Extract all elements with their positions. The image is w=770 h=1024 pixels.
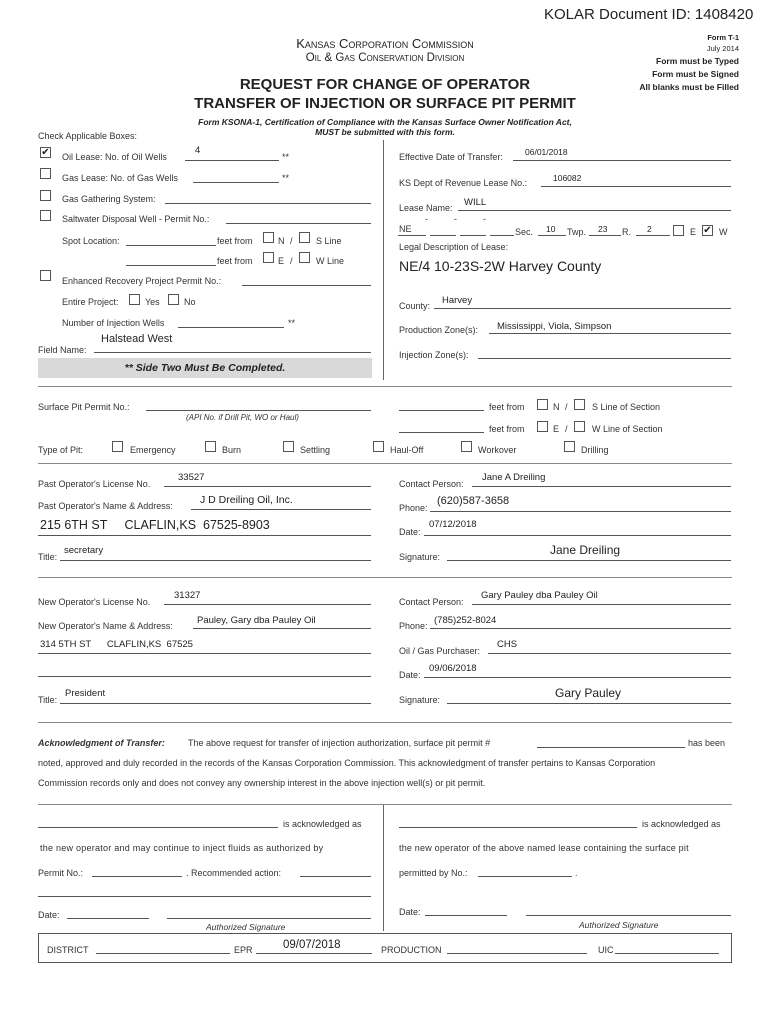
new-contact-label: Contact Person: <box>399 597 464 607</box>
new-contact-line <box>472 604 731 605</box>
entire-yes-checkbox[interactable] <box>129 294 140 305</box>
bottom-recommended-line <box>300 876 371 877</box>
twp-line <box>589 235 621 236</box>
column-divider <box>383 140 384 380</box>
entire-no-label: No <box>184 297 196 307</box>
pit-ns-line <box>399 410 484 411</box>
lease-name-line <box>458 210 731 211</box>
bottom-permit-no-line <box>92 876 182 877</box>
bottom-left-blank-line <box>38 896 371 897</box>
hauloff-label: Haul-Off <box>390 445 424 455</box>
new-date-label: Date: <box>399 670 421 680</box>
drilling-label: Drilling <box>581 445 609 455</box>
api-note: (API No. if Drill Pit, WO or Haul) <box>186 413 299 422</box>
range-e-checkbox[interactable] <box>673 225 684 236</box>
bottom-left-auth-sig: Authorized Signature <box>206 922 286 932</box>
new-date-line <box>424 677 731 678</box>
section-separator-4 <box>38 722 732 723</box>
footer-epr-value: 09/07/2018 <box>283 939 341 951</box>
section-separator-2 <box>38 463 732 464</box>
entire-project-label: Entire Project: <box>62 297 119 307</box>
form-subtitle-line2: MUST be submitted with this form. <box>315 127 455 137</box>
pit-feet-from-2: feet from <box>489 424 525 434</box>
form-subtitle-line1: Form KSONA-1, Certification of Compliance with the Kansas Surface Owner Notification Act, <box>198 117 572 127</box>
legal-dash-3: - <box>483 214 486 224</box>
ks-dept-value: 106082 <box>553 173 582 183</box>
production-zone-label: Production Zone(s): <box>399 325 479 335</box>
past-signature-line <box>447 560 731 561</box>
ack-text-2: noted, approved and duly recorded in the records of the Kansas Corporation Commission. This acknowledgment of transfer pertains to Kansas Corporation <box>38 758 656 768</box>
emergency-label: Emergency <box>130 445 176 455</box>
bottom-left-text: the new operator and may continue to inject fluids as authorized by <box>40 843 324 853</box>
new-date-value: 09/06/2018 <box>429 663 477 674</box>
past-address-value: 215 6TH ST CLAFLIN,KS 67525-8903 <box>40 518 270 532</box>
county-value: Harvey <box>442 295 473 306</box>
injection-zone-line <box>478 358 731 359</box>
enhanced-line <box>242 285 371 286</box>
past-signature-value: Jane Dreiling <box>550 543 621 557</box>
bottom-left-ack-line <box>38 827 278 828</box>
bottom-right-date-line <box>425 915 507 916</box>
swd-label: Saltwater Disposal Well - Permit No.: <box>62 214 210 224</box>
enhanced-label: Enhanced Recovery Project Permit No.: <box>62 276 222 286</box>
footer-production-line <box>447 953 587 954</box>
new-name-label: New Operator's Name & Address: <box>38 621 173 631</box>
type-of-pit-label: Type of Pit: <box>38 445 84 455</box>
enhanced-checkbox[interactable] <box>40 270 51 281</box>
emergency-checkbox[interactable] <box>112 441 123 452</box>
num-injection-label: Number of Injection Wells <box>62 318 165 328</box>
pit-w-line-label: W Line of Section <box>592 424 663 434</box>
check-boxes-label: Check Applicable Boxes: <box>38 131 138 141</box>
legal-q1-line <box>398 235 426 236</box>
production-zone-value: Mississippi, Viola, Simpson <box>497 321 612 332</box>
past-date-value: 07/12/2018 <box>429 519 477 530</box>
spot-location-label: Spot Location: <box>62 236 120 246</box>
form-note-blanks: All blanks must be Filled <box>639 82 739 92</box>
legal-desc-label: Legal Description of Lease: <box>399 242 509 252</box>
past-contact-label: Contact Person: <box>399 479 464 489</box>
pit-n-checkbox[interactable] <box>537 399 548 410</box>
pit-n-label: N <box>553 402 560 412</box>
legal-q2-line <box>430 235 456 236</box>
form-number: Form T-1 <box>707 33 739 42</box>
bottom-permitted-period: . <box>575 868 578 878</box>
num-injection-line <box>178 327 284 328</box>
footer-production-label: PRODUCTION <box>381 945 442 955</box>
spot-w-checkbox[interactable] <box>299 252 310 263</box>
past-contact-line <box>472 486 731 487</box>
new-license-value: 31327 <box>174 590 201 601</box>
production-zone-line <box>489 333 731 334</box>
form-date: July 2014 <box>706 44 739 53</box>
bottom-right-ack-line <box>399 827 637 828</box>
new-name-value: Pauley, Gary dba Pauley Oil <box>197 615 316 626</box>
agency-name: Kansas Corporation Commission <box>296 36 474 51</box>
section-separator-3 <box>38 577 732 578</box>
field-name-line <box>94 352 371 353</box>
spot-n-checkbox[interactable] <box>263 232 274 243</box>
effective-date-value: 06/01/2018 <box>525 147 568 157</box>
bottom-left-date-line <box>67 918 149 919</box>
oil-lease-label: Oil Lease: No. of Oil Wells <box>62 152 167 162</box>
oil-lease-checkbox[interactable]: ✔ <box>41 147 50 158</box>
legal-q3-line <box>460 235 486 236</box>
field-name-value: Halstead West <box>101 333 173 345</box>
pit-e-checkbox[interactable] <box>537 421 548 432</box>
effective-date-label: Effective Date of Transfer: <box>399 152 503 162</box>
pit-s-line-label: S Line of Section <box>592 402 661 412</box>
spot-slash-2: / <box>290 256 293 266</box>
bottom-right-sig-line <box>526 915 731 916</box>
new-phone-label: Phone: <box>399 621 428 631</box>
lease-name-value: WILL <box>464 197 487 208</box>
new-license-line <box>164 604 371 605</box>
oil-wells-line <box>185 160 279 161</box>
purchaser-line <box>488 653 731 654</box>
pit-slash-1: / <box>565 402 568 412</box>
purchaser-label: Oil / Gas Purchaser: <box>399 646 481 656</box>
ks-dept-label: KS Dept of Revenue Lease No.: <box>399 178 528 188</box>
footer-uic-label: UIC <box>598 945 614 955</box>
ack-text-1: The above request for transfer of injection authorization, surface pit permit # <box>188 738 491 748</box>
range-w-checkbox[interactable]: ✔ <box>703 225 712 236</box>
settling-checkbox[interactable] <box>283 441 294 452</box>
gas-gathering-line <box>165 203 371 204</box>
new-phone-line <box>430 628 731 629</box>
spot-ew-line <box>126 265 216 266</box>
legal-dash-2: - <box>454 214 457 224</box>
workover-label: Workover <box>478 445 517 455</box>
spot-s-checkbox[interactable] <box>299 232 310 243</box>
ack-permit-line <box>537 747 685 748</box>
new-contact-value: Gary Pauley dba Pauley Oil <box>481 590 598 601</box>
range-value: 2 <box>647 224 652 234</box>
new-title-line <box>60 703 371 704</box>
pit-ew-line <box>399 432 484 433</box>
county-label: County: <box>399 301 431 311</box>
sec-value: 10 <box>546 224 556 234</box>
bottom-permit-no-label: Permit No.: <box>38 868 84 878</box>
gas-wells-line <box>193 182 279 183</box>
form-note-signed: Form must be Signed <box>652 69 739 79</box>
oil-wells-value: 4 <box>195 145 201 156</box>
bottom-divider <box>383 805 384 931</box>
new-address-line-1 <box>38 653 371 654</box>
bottom-left-is-ack: is acknowledged as <box>283 819 362 829</box>
past-license-value: 33527 <box>178 472 205 483</box>
side-two-banner: ** Side Two Must Be Completed. <box>38 358 372 378</box>
form-note-typed: Form must be Typed <box>656 56 739 66</box>
twp-label: Twp. <box>567 227 587 237</box>
range-label: R. <box>622 227 631 237</box>
past-phone-value: (620)587-3658 <box>437 495 510 507</box>
legal-ne-value: NE <box>399 224 412 234</box>
legal-desc-value: NE/4 10-23S-2W Harvey County <box>399 258 602 274</box>
past-name-value: J D Dreiling Oil, Inc. <box>200 494 293 506</box>
swd-line <box>226 223 371 224</box>
past-title-line <box>60 560 371 561</box>
spot-e-label: E <box>278 256 285 266</box>
purchaser-value: CHS <box>497 639 518 650</box>
bottom-permitted-by-line <box>478 876 572 877</box>
pit-feet-from-1: feet from <box>489 402 525 412</box>
section-separator-5 <box>38 804 732 805</box>
bottom-right-date-label: Date: <box>399 907 421 917</box>
gas-lease-label: Gas Lease: No. of Gas Wells <box>62 173 178 183</box>
bottom-right-is-ack: is acknowledged as <box>642 819 721 829</box>
new-license-label: New Operator's License No. <box>38 597 151 607</box>
gas-wells-stars: ** <box>282 173 290 183</box>
bottom-left-date-label: Date: <box>38 910 60 920</box>
footer-uic-line <box>615 953 719 954</box>
range-w-label: W <box>719 227 728 237</box>
new-phone-value: (785)252-8024 <box>434 615 497 626</box>
past-license-label: Past Operator's License No. <box>38 479 151 489</box>
gas-lease-checkbox[interactable] <box>40 168 51 179</box>
spot-e-checkbox[interactable] <box>263 252 274 263</box>
footer-district-label: DISTRICT <box>47 945 89 955</box>
new-signature-value: Gary Pauley <box>555 686 622 700</box>
form-title-line2: TRANSFER OF INJECTION OR SURFACE PIT PERMIT <box>194 95 576 112</box>
twp-value: 23 <box>598 224 608 234</box>
past-title-value: secretary <box>64 545 104 556</box>
past-date-line <box>424 535 731 536</box>
new-address-value: 314 5TH ST CLAFLIN,KS 67525 <box>40 639 193 650</box>
ack-heading: Acknowledgment of Transfer: <box>38 738 165 748</box>
new-signature-line <box>447 703 731 704</box>
form-title-line1: REQUEST FOR CHANGE OF OPERATOR <box>239 76 531 93</box>
spot-feet-from-1: feet from <box>217 236 253 246</box>
spot-slash-1: / <box>290 236 293 246</box>
ack-text-3: Commission records only and does not convey any ownership interest in the above injection well(s) or pit permit. <box>38 778 486 788</box>
oil-wells-stars: ** <box>282 152 290 162</box>
past-phone-line <box>430 511 731 512</box>
field-name-label: Field Name: <box>38 345 87 355</box>
spot-feet-from-2: feet from <box>217 256 253 266</box>
past-name-line <box>191 509 371 510</box>
gas-gathering-checkbox[interactable] <box>40 190 51 201</box>
bottom-right-auth-sig: Authorized Signature <box>579 920 659 930</box>
section-separator-1 <box>38 386 732 387</box>
past-contact-value: Jane A Dreiling <box>482 472 546 483</box>
swd-checkbox[interactable] <box>40 210 51 221</box>
past-name-label: Past Operator's Name & Address: <box>38 501 173 511</box>
num-injection-stars: ** <box>288 318 296 328</box>
new-title-label: Title: <box>38 695 58 705</box>
pit-slash-2: / <box>565 424 568 434</box>
past-phone-label: Phone: <box>399 503 428 513</box>
entire-no-checkbox[interactable] <box>168 294 179 305</box>
ks-dept-line <box>541 186 731 187</box>
new-signature-label: Signature: <box>399 695 441 705</box>
spot-w-line-label: W Line <box>316 256 345 266</box>
drilling-checkbox[interactable] <box>564 441 575 452</box>
hauloff-checkbox[interactable] <box>373 441 384 452</box>
agency-division: Oil & Gas Conservation Division <box>305 52 465 64</box>
burn-checkbox[interactable] <box>205 441 216 452</box>
pit-e-label: E <box>553 424 560 434</box>
sec-label: Sec. <box>515 227 534 237</box>
document-id: KOLAR Document ID: 1408420 <box>544 6 754 23</box>
legal-dash-1: - <box>425 214 428 224</box>
new-title-value: President <box>65 688 106 699</box>
past-signature-label: Signature: <box>399 552 441 562</box>
sec-line <box>538 235 566 236</box>
range-line <box>636 235 670 236</box>
new-name-line <box>193 628 371 629</box>
workover-checkbox[interactable] <box>461 441 472 452</box>
injection-zone-label: Injection Zone(s): <box>399 350 469 360</box>
county-line <box>434 308 731 309</box>
past-address-line <box>38 535 371 536</box>
spot-ns-line <box>126 245 216 246</box>
gas-gathering-label: Gas Gathering System: <box>62 194 156 204</box>
range-e-label: E <box>690 227 697 237</box>
past-title-label: Title: <box>38 552 58 562</box>
spot-n-label: N <box>278 236 285 246</box>
footer-district-line <box>96 953 230 954</box>
bottom-recommended-label: . Recommended action: <box>186 868 282 878</box>
bottom-right-text: the new operator of the above named lease containing the surface pit <box>399 843 689 853</box>
pit-w-checkbox[interactable] <box>574 421 585 432</box>
effective-date-line <box>513 160 731 161</box>
pit-s-checkbox[interactable] <box>574 399 585 410</box>
surface-pit-label: Surface Pit Permit No.: <box>38 402 130 412</box>
new-address-line-2 <box>38 676 371 677</box>
spot-s-line-label: S Line <box>316 236 342 246</box>
past-date-label: Date: <box>399 527 421 537</box>
footer-epr-label: EPR <box>234 945 253 955</box>
lease-name-label: Lease Name: <box>399 203 453 213</box>
legal-q4-line <box>490 235 514 236</box>
settling-label: Settling <box>300 445 331 455</box>
footer-epr-line <box>256 953 372 954</box>
ack-has-been: has been <box>688 738 726 748</box>
bottom-permitted-by-label: permitted by No.: <box>399 868 468 878</box>
entire-yes-label: Yes <box>145 297 160 307</box>
past-license-line <box>164 486 371 487</box>
bottom-left-sig-line <box>167 918 371 919</box>
burn-label: Burn <box>222 445 242 455</box>
surface-pit-line <box>146 410 371 411</box>
